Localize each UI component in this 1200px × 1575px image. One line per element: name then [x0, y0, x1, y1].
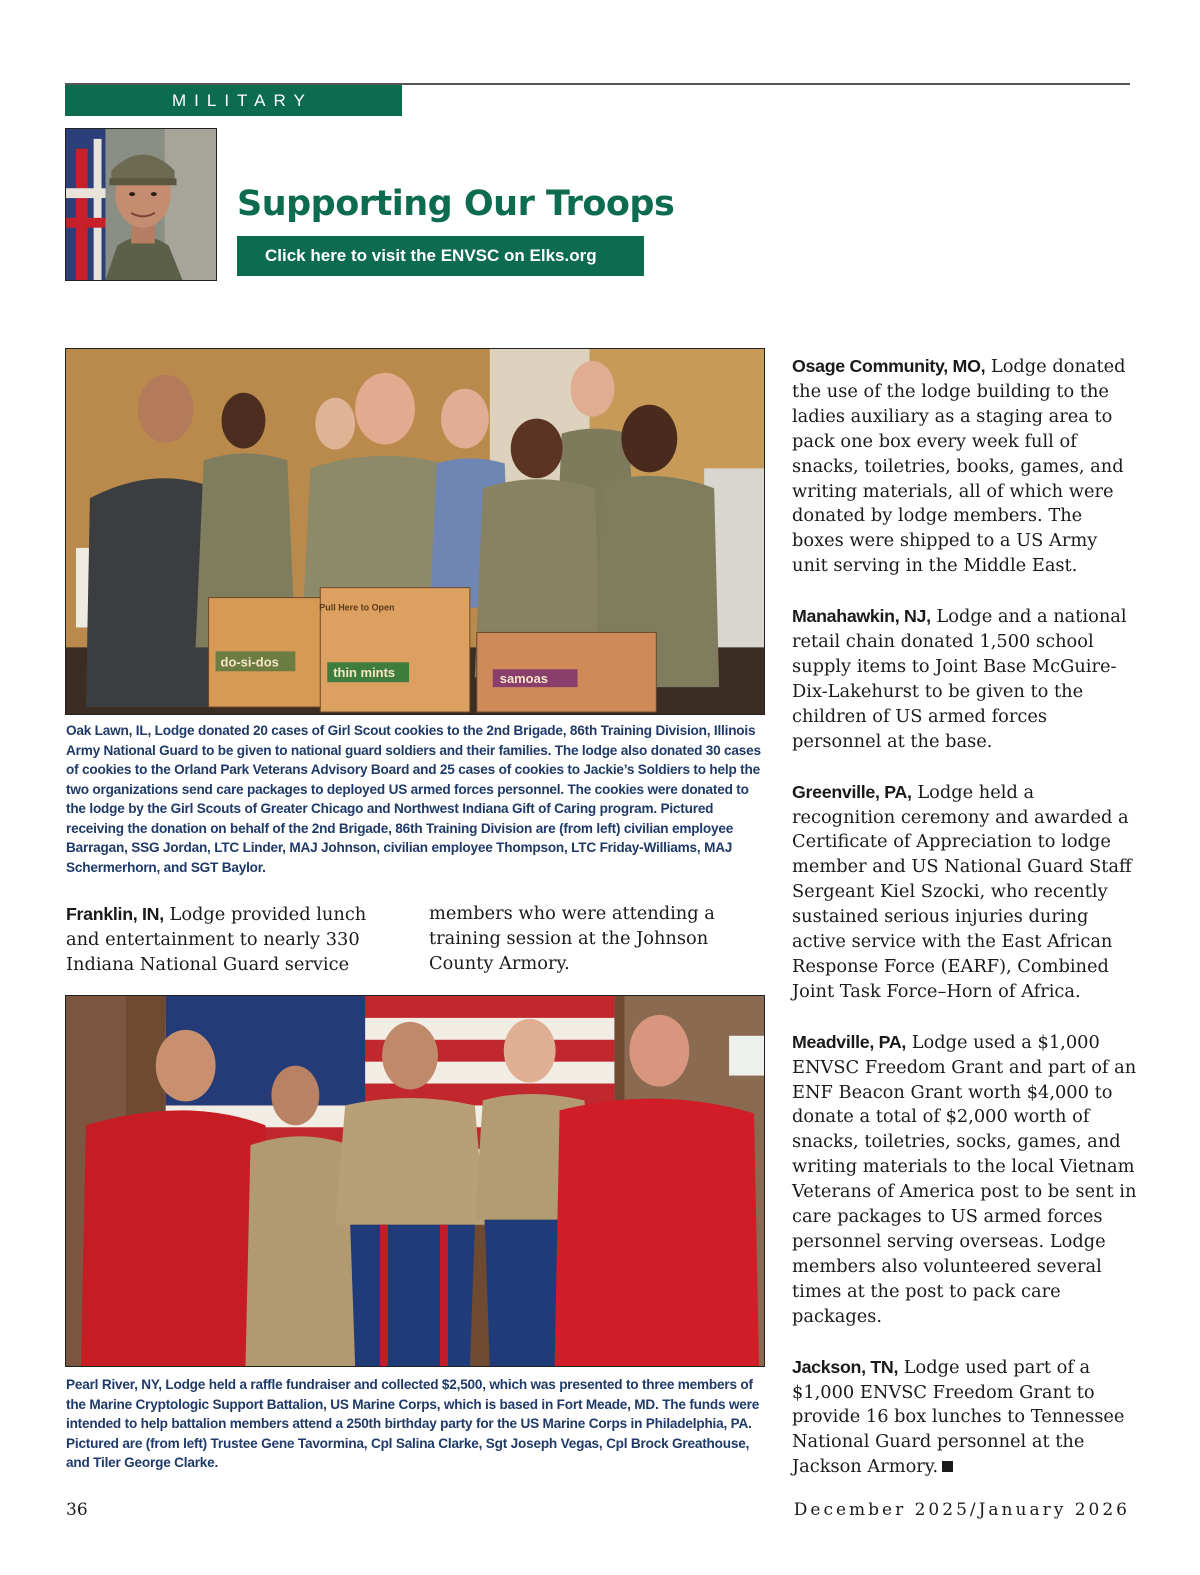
- pearl-river-photo: [65, 995, 765, 1367]
- page-number: 36: [66, 1500, 88, 1520]
- story-text: Lodge held a recognition ceremony and awarded a Certificate of Appreciation to lodge member and US National Guard Staff Sergeant Kiel Szocki, who recently sustained serious injuries during active service with the East African Response Force (EARF), Combined Joint Task Force–Horn of Africa.: [792, 781, 1132, 1002]
- page-title: Supporting Our Troops: [237, 184, 675, 224]
- section-label: MILITARY: [65, 85, 402, 116]
- story-lead: Jackson, TN,: [792, 1356, 899, 1377]
- caption-text: Lodge held a raffle fundraiser and collected $2,500, which was presented to three members of the Marine Cryptologic Support Battalion, US Marine Corps, which is based in Fort Meade, MD. The funds were intended to help battalion members attend a 250th birthday party for the US Marine Corps in Philadelphia, PA. Pictured are (from left) Trustee Gene Tavormina, Cpl Salina Clarke, Sgt Joseph Vegas, Cpl Brock Greathouse, and Tiler George Clarke.: [66, 1377, 760, 1470]
- caption-text: Lodge donated 20 cases of Girl Scout cookies to the 2nd Brigade, 86th Training Division, Illinois Army National Guard to be given to national guard soldiers and their families. The lodge also donated 30 cases of cookies to the Orland Park Veterans Advisory Board and 25 cases of cookies to Jackie’s Soldiers to help the two organizations send care packages to deployed US armed forces personnel. The cookies were donated to the lodge by the Girl Scouts of Greater Chicago and Northwest Indiana Gift of Caring program. Pictured receiving the donation on behalf of the 2nd Brigade, 86th Training Division are (from left) civilian employee Barragan, SSG Jordan, LTC Linder, MAJ Johnson, civilian employee Thompson, LTC Friday-Williams, MAJ Schermerhorn, and SGT Baylor.: [66, 723, 761, 875]
- box-top-text: Pull Here to Open: [319, 602, 395, 613]
- story-lead: Greenville, PA,: [792, 781, 912, 802]
- caption-lead: Oak Lawn, IL,: [66, 723, 152, 738]
- story-osage: [792, 354, 1137, 579]
- envsc-link-button[interactable]: Click here to visit the ENVSC on Elks.org: [237, 236, 644, 276]
- story-text: Lodge and a national retail chain donated 1,500 school supply items to Joint Base McGuire-Dix-Lakehurst to be given to the children of US armed forces personnel at the base.: [792, 606, 1127, 752]
- story-text: Lodge used part of a $1,000 ENVSC Freedom Grant to provide 16 box lunches to Tennessee National Guard personnel at the Jackson Armory.: [792, 1356, 1125, 1478]
- story-lead: Meadville, PA,: [792, 1031, 907, 1052]
- box-label-thin-mints: thin mints: [333, 665, 396, 681]
- story-greenville: [792, 780, 1137, 1005]
- issue-date: December 2025/January 2026: [793, 1500, 1130, 1520]
- end-mark-icon: [942, 1461, 953, 1472]
- box-label-samoas: samoas: [499, 671, 549, 687]
- oak-lawn-photo: [65, 348, 765, 715]
- box-label-do-si-dos: do-si-dos: [220, 654, 279, 670]
- story-meadville: [792, 1030, 1137, 1330]
- oak-lawn-caption: [66, 721, 766, 877]
- franklin-story-column-1: [66, 902, 396, 978]
- story-manahawkin: [792, 604, 1137, 754]
- story-text: Lodge donated the use of the lodge building to the ladies auxiliary as a staging area to pack one box every week full of snacks, toiletries, books, games, and writing materials, all of which were donated by lodge members. The boxes were shipped to a US Army unit serving in the Middle East.: [792, 356, 1126, 577]
- right-column-stories: [792, 354, 1137, 1505]
- franklin-story-column-2: members who were attending a training session at the Johnson County Armory.: [429, 903, 715, 974]
- story-jackson: [792, 1355, 1137, 1481]
- story-lead: Osage Community, MO,: [792, 356, 986, 376]
- story-text: Lodge used a $1,000 ENVSC Freedom Grant and part of an ENF Beacon Grant worth $4,000 to donate a total of $2,000 worth of snacks, toiletries, socks, games, and writing materials to the local Vietnam Veterans of America post to be sent in care packages to US armed forces personnel serving overseas. Lodge members also volunteered several times at the post to pack care packages.: [792, 1031, 1137, 1327]
- story-lead: Franklin, IN,: [66, 904, 164, 924]
- pearl-river-caption: [66, 1375, 766, 1473]
- story-text: Lodge provided lunch and entertainment to nearly 330 Indiana National Guard service: [66, 904, 367, 975]
- soldier-portrait: [65, 128, 217, 281]
- caption-lead: Pearl River, NY,: [66, 1377, 162, 1392]
- story-lead: Manahawkin, NJ,: [792, 606, 931, 627]
